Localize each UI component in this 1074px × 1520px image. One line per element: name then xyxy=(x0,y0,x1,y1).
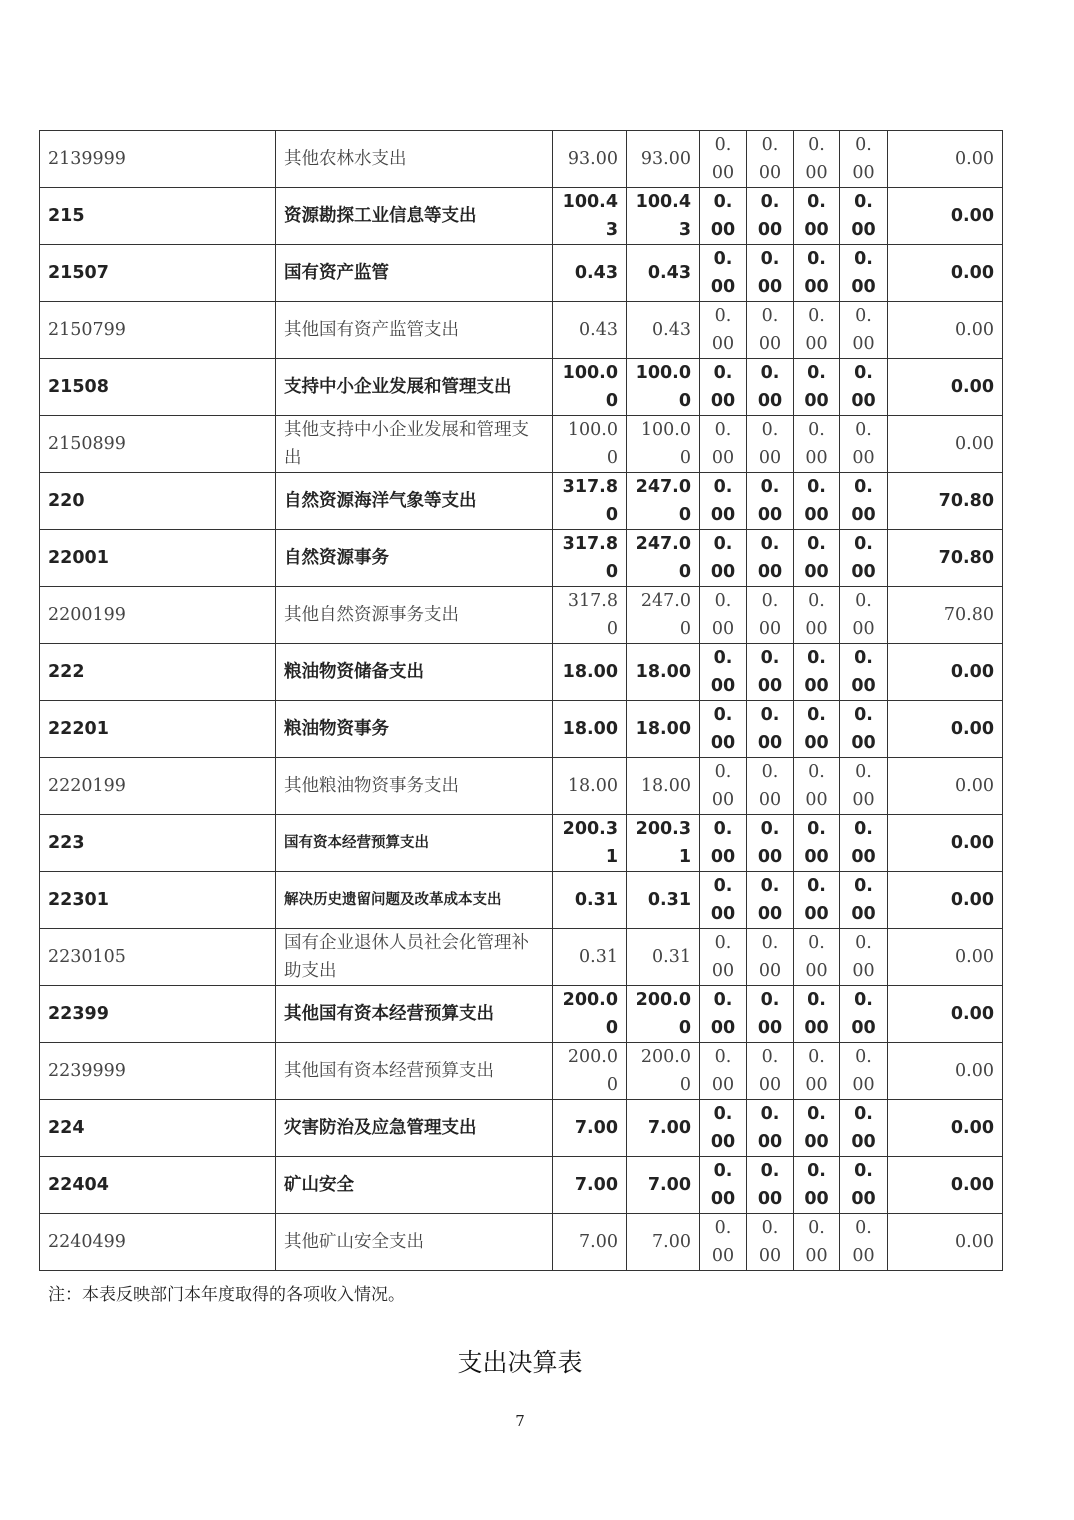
table-cell-c3: 0. 00 xyxy=(794,815,840,872)
table-cell-code: 222 xyxy=(40,644,276,701)
table-cell-c4: 0. 00 xyxy=(840,416,888,473)
table-cell-c4: 0. 00 xyxy=(840,302,888,359)
table-cell-a: 0.31 xyxy=(553,872,627,929)
table-cell-c4: 0. 00 xyxy=(840,701,888,758)
table-cell-c2: 0. 00 xyxy=(747,131,794,188)
table-cell-b: 247.0 0 xyxy=(627,530,700,587)
table-cell-code: 21508 xyxy=(40,359,276,416)
table-cell-a: 317.8 0 xyxy=(553,587,627,644)
table-cell-b: 200.0 0 xyxy=(627,1043,700,1100)
table-row xyxy=(40,1100,1003,1157)
table-cell-c2: 0. 00 xyxy=(747,1043,794,1100)
table-cell-code: 22404 xyxy=(40,1157,276,1214)
table-cell-code: 2239999 xyxy=(40,1043,276,1100)
table-cell-c2: 0. 00 xyxy=(747,1214,794,1271)
table-cell-d: 0.00 xyxy=(888,245,1003,302)
table-cell-c3: 0. 00 xyxy=(794,1214,840,1271)
table-cell-c1: 0. 00 xyxy=(700,1214,747,1271)
table-body xyxy=(40,131,1003,1271)
table-row xyxy=(40,1214,1003,1271)
table-cell-d: 0.00 xyxy=(888,416,1003,473)
table-row xyxy=(40,530,1003,587)
table-cell-a: 0.31 xyxy=(553,929,627,986)
table-cell-c4: 0. 00 xyxy=(840,473,888,530)
table-cell-a: 200.0 0 xyxy=(553,1043,627,1100)
table-cell-a: 100.0 0 xyxy=(553,416,627,473)
table-cell-c1: 0. 00 xyxy=(700,929,747,986)
table-cell-b: 0.31 xyxy=(627,872,700,929)
table-cell-d: 0.00 xyxy=(888,815,1003,872)
table-cell-d: 0.00 xyxy=(888,1214,1003,1271)
table-cell-code: 220 xyxy=(40,473,276,530)
table-cell-name: 资源勘探工业信息等支出 xyxy=(276,188,553,245)
table-row xyxy=(40,929,1003,986)
table-cell-a: 93.00 xyxy=(553,131,627,188)
table-cell-code: 22001 xyxy=(40,530,276,587)
table-cell-name: 国有资产监管 xyxy=(276,245,553,302)
table-cell-d: 70.80 xyxy=(888,473,1003,530)
table-cell-d: 0.00 xyxy=(888,1043,1003,1100)
table-cell-code: 2220199 xyxy=(40,758,276,815)
table-cell-b: 247.0 0 xyxy=(627,473,700,530)
table-cell-c3: 0. 00 xyxy=(794,245,840,302)
table-cell-name: 其他农林水支出 xyxy=(276,131,553,188)
table-cell-name: 粮油物资事务 xyxy=(276,701,553,758)
table-cell-c1: 0. 00 xyxy=(700,359,747,416)
table-cell-d: 0.00 xyxy=(888,929,1003,986)
table-cell-b: 18.00 xyxy=(627,644,700,701)
table-cell-name: 粮油物资储备支出 xyxy=(276,644,553,701)
table-cell-a: 200.3 1 xyxy=(553,815,627,872)
table-cell-c2: 0. 00 xyxy=(747,530,794,587)
table-cell-c3: 0. 00 xyxy=(794,131,840,188)
table-cell-c4: 0. 00 xyxy=(840,644,888,701)
table-cell-c1: 0. 00 xyxy=(700,1100,747,1157)
table-row xyxy=(40,473,1003,530)
income-table xyxy=(39,130,1003,1271)
table-cell-c2: 0. 00 xyxy=(747,302,794,359)
table-cell-c2: 0. 00 xyxy=(747,986,794,1043)
table-cell-d: 0.00 xyxy=(888,1157,1003,1214)
page-number: 7 xyxy=(515,1412,525,1430)
table-cell-name: 矿山安全 xyxy=(276,1157,553,1214)
table-cell-a: 18.00 xyxy=(553,758,627,815)
table-cell-c3: 0. 00 xyxy=(794,530,840,587)
table-cell-b: 7.00 xyxy=(627,1100,700,1157)
table-cell-c4: 0. 00 xyxy=(840,1157,888,1214)
table-cell-d: 70.80 xyxy=(888,587,1003,644)
table-cell-name: 其他粮油物资事务支出 xyxy=(276,758,553,815)
table-cell-a: 100.0 0 xyxy=(553,359,627,416)
table-cell-code: 2200199 xyxy=(40,587,276,644)
table-cell-c2: 0. 00 xyxy=(747,587,794,644)
table-cell-a: 200.0 0 xyxy=(553,986,627,1043)
table-cell-c3: 0. 00 xyxy=(794,416,840,473)
table-cell-d: 0.00 xyxy=(888,644,1003,701)
table-cell-c1: 0. 00 xyxy=(700,587,747,644)
table-cell-code: 22399 xyxy=(40,986,276,1043)
table-cell-b: 0.43 xyxy=(627,245,700,302)
table-cell-b: 100.0 0 xyxy=(627,416,700,473)
table-cell-a: 0.43 xyxy=(553,302,627,359)
table-cell-code: 2240499 xyxy=(40,1214,276,1271)
table-cell-c1: 0. 00 xyxy=(700,644,747,701)
table-row xyxy=(40,188,1003,245)
table-row xyxy=(40,302,1003,359)
table-cell-d: 0.00 xyxy=(888,131,1003,188)
table-cell-b: 18.00 xyxy=(627,701,700,758)
table-cell-c3: 0. 00 xyxy=(794,1100,840,1157)
table-cell-b: 200.3 1 xyxy=(627,815,700,872)
table-cell-name: 其他自然资源事务支出 xyxy=(276,587,553,644)
table-row xyxy=(40,815,1003,872)
table-cell-d: 0.00 xyxy=(888,701,1003,758)
table-cell-c4: 0. 00 xyxy=(840,530,888,587)
table-cell-c1: 0. 00 xyxy=(700,758,747,815)
table-cell-c2: 0. 00 xyxy=(747,1100,794,1157)
table-cell-b: 100.0 0 xyxy=(627,359,700,416)
table-cell-name: 其他支持中小企业发展和管理支出 xyxy=(276,416,553,473)
table-cell-c2: 0. 00 xyxy=(747,188,794,245)
table-cell-c2: 0. 00 xyxy=(747,644,794,701)
table-cell-code: 2139999 xyxy=(40,131,276,188)
table-cell-name: 国有企业退休人员社会化管理补助支出 xyxy=(276,929,553,986)
table-cell-b: 18.00 xyxy=(627,758,700,815)
table-cell-c3: 0. 00 xyxy=(794,473,840,530)
table-cell-c4: 0. 00 xyxy=(840,587,888,644)
table-cell-d: 0.00 xyxy=(888,188,1003,245)
table-cell-c4: 0. 00 xyxy=(840,188,888,245)
table-cell-c2: 0. 00 xyxy=(747,815,794,872)
table-cell-b: 0.43 xyxy=(627,302,700,359)
table-cell-c1: 0. 00 xyxy=(700,188,747,245)
table-cell-code: 2150799 xyxy=(40,302,276,359)
table-cell-c1: 0. 00 xyxy=(700,302,747,359)
table-cell-code: 224 xyxy=(40,1100,276,1157)
table-row xyxy=(40,245,1003,302)
table-cell-c4: 0. 00 xyxy=(840,986,888,1043)
table-cell-name: 灾害防治及应急管理支出 xyxy=(276,1100,553,1157)
table-cell-d: 0.00 xyxy=(888,758,1003,815)
table-row xyxy=(40,1043,1003,1100)
table-cell-b: 93.00 xyxy=(627,131,700,188)
table-cell-c3: 0. 00 xyxy=(794,701,840,758)
table-cell-c4: 0. 00 xyxy=(840,1043,888,1100)
table-cell-c3: 0. 00 xyxy=(794,929,840,986)
table-row xyxy=(40,1157,1003,1214)
table-row xyxy=(40,758,1003,815)
table-row xyxy=(40,131,1003,188)
table-row xyxy=(40,872,1003,929)
table-cell-c4: 0. 00 xyxy=(840,1214,888,1271)
table-cell-c2: 0. 00 xyxy=(747,416,794,473)
table-cell-c3: 0. 00 xyxy=(794,188,840,245)
table-cell-c2: 0. 00 xyxy=(747,701,794,758)
table-cell-c1: 0. 00 xyxy=(700,701,747,758)
table-cell-c1: 0. 00 xyxy=(700,416,747,473)
table-cell-a: 18.00 xyxy=(553,701,627,758)
table-cell-a: 7.00 xyxy=(553,1157,627,1214)
table-cell-c2: 0. 00 xyxy=(747,1157,794,1214)
table-cell-c1: 0. 00 xyxy=(700,530,747,587)
table-cell-name: 解决历史遗留问题及改革成本支出 xyxy=(276,872,553,929)
table-cell-c2: 0. 00 xyxy=(747,872,794,929)
section-title: 支出决算表 xyxy=(457,1348,583,1377)
table-cell-c1: 0. 00 xyxy=(700,872,747,929)
table-cell-c3: 0. 00 xyxy=(794,587,840,644)
table-cell-code: 2150899 xyxy=(40,416,276,473)
table-cell-c4: 0. 00 xyxy=(840,758,888,815)
table-cell-c1: 0. 00 xyxy=(700,986,747,1043)
table-cell-a: 7.00 xyxy=(553,1100,627,1157)
table-cell-d: 0.00 xyxy=(888,359,1003,416)
table-cell-c3: 0. 00 xyxy=(794,1043,840,1100)
table-cell-c2: 0. 00 xyxy=(747,929,794,986)
table-note: 注：本表反映部门本年度取得的各项收入情况。 xyxy=(48,1285,405,1305)
table-row xyxy=(40,416,1003,473)
table-cell-c3: 0. 00 xyxy=(794,302,840,359)
table-cell-b: 0.31 xyxy=(627,929,700,986)
table-cell-b: 247.0 0 xyxy=(627,587,700,644)
table-cell-b: 100.4 3 xyxy=(627,188,700,245)
table-cell-name: 其他矿山安全支出 xyxy=(276,1214,553,1271)
table-cell-c4: 0. 00 xyxy=(840,245,888,302)
table-cell-a: 100.4 3 xyxy=(553,188,627,245)
table-cell-c2: 0. 00 xyxy=(747,473,794,530)
table-cell-c4: 0. 00 xyxy=(840,131,888,188)
table-cell-d: 70.80 xyxy=(888,530,1003,587)
table-cell-code: 21507 xyxy=(40,245,276,302)
table-cell-c4: 0. 00 xyxy=(840,872,888,929)
table-cell-a: 317.8 0 xyxy=(553,473,627,530)
table-cell-c3: 0. 00 xyxy=(794,1157,840,1214)
table-row xyxy=(40,701,1003,758)
table-cell-d: 0.00 xyxy=(888,1100,1003,1157)
table-cell-c1: 0. 00 xyxy=(700,1157,747,1214)
table-cell-name: 国有资本经营预算支出 xyxy=(276,815,553,872)
table-cell-c3: 0. 00 xyxy=(794,359,840,416)
table-cell-c2: 0. 00 xyxy=(747,245,794,302)
table-row xyxy=(40,359,1003,416)
table-cell-c1: 0. 00 xyxy=(700,815,747,872)
table-cell-c3: 0. 00 xyxy=(794,644,840,701)
table-cell-code: 22301 xyxy=(40,872,276,929)
table-row xyxy=(40,986,1003,1043)
table-cell-name: 其他国有资本经营预算支出 xyxy=(276,986,553,1043)
table-cell-name: 支持中小企业发展和管理支出 xyxy=(276,359,553,416)
table-cell-a: 7.00 xyxy=(553,1214,627,1271)
table-cell-c4: 0. 00 xyxy=(840,929,888,986)
table-cell-b: 7.00 xyxy=(627,1157,700,1214)
table-cell-c1: 0. 00 xyxy=(700,473,747,530)
table-cell-code: 223 xyxy=(40,815,276,872)
table-cell-c4: 0. 00 xyxy=(840,359,888,416)
table-cell-a: 18.00 xyxy=(553,644,627,701)
table-cell-c1: 0. 00 xyxy=(700,245,747,302)
table-cell-a: 317.8 0 xyxy=(553,530,627,587)
table-cell-c4: 0. 00 xyxy=(840,1100,888,1157)
table-cell-c2: 0. 00 xyxy=(747,758,794,815)
table-cell-a: 0.43 xyxy=(553,245,627,302)
table-cell-d: 0.00 xyxy=(888,986,1003,1043)
table-cell-d: 0.00 xyxy=(888,302,1003,359)
table-row xyxy=(40,587,1003,644)
table-cell-code: 22201 xyxy=(40,701,276,758)
table-cell-c1: 0. 00 xyxy=(700,131,747,188)
table-cell-c3: 0. 00 xyxy=(794,986,840,1043)
table-cell-c2: 0. 00 xyxy=(747,359,794,416)
table-cell-code: 2230105 xyxy=(40,929,276,986)
table-cell-name: 自然资源海洋气象等支出 xyxy=(276,473,553,530)
table-cell-c1: 0. 00 xyxy=(700,1043,747,1100)
table-cell-c3: 0. 00 xyxy=(794,872,840,929)
table-cell-b: 200.0 0 xyxy=(627,986,700,1043)
table-row xyxy=(40,644,1003,701)
table-cell-name: 自然资源事务 xyxy=(276,530,553,587)
table-cell-name: 其他国有资本经营预算支出 xyxy=(276,1043,553,1100)
table-cell-c4: 0. 00 xyxy=(840,815,888,872)
table-cell-b: 7.00 xyxy=(627,1214,700,1271)
table-cell-name: 其他国有资产监管支出 xyxy=(276,302,553,359)
table-cell-d: 0.00 xyxy=(888,872,1003,929)
table-cell-code: 215 xyxy=(40,188,276,245)
table-cell-c3: 0. 00 xyxy=(794,758,840,815)
